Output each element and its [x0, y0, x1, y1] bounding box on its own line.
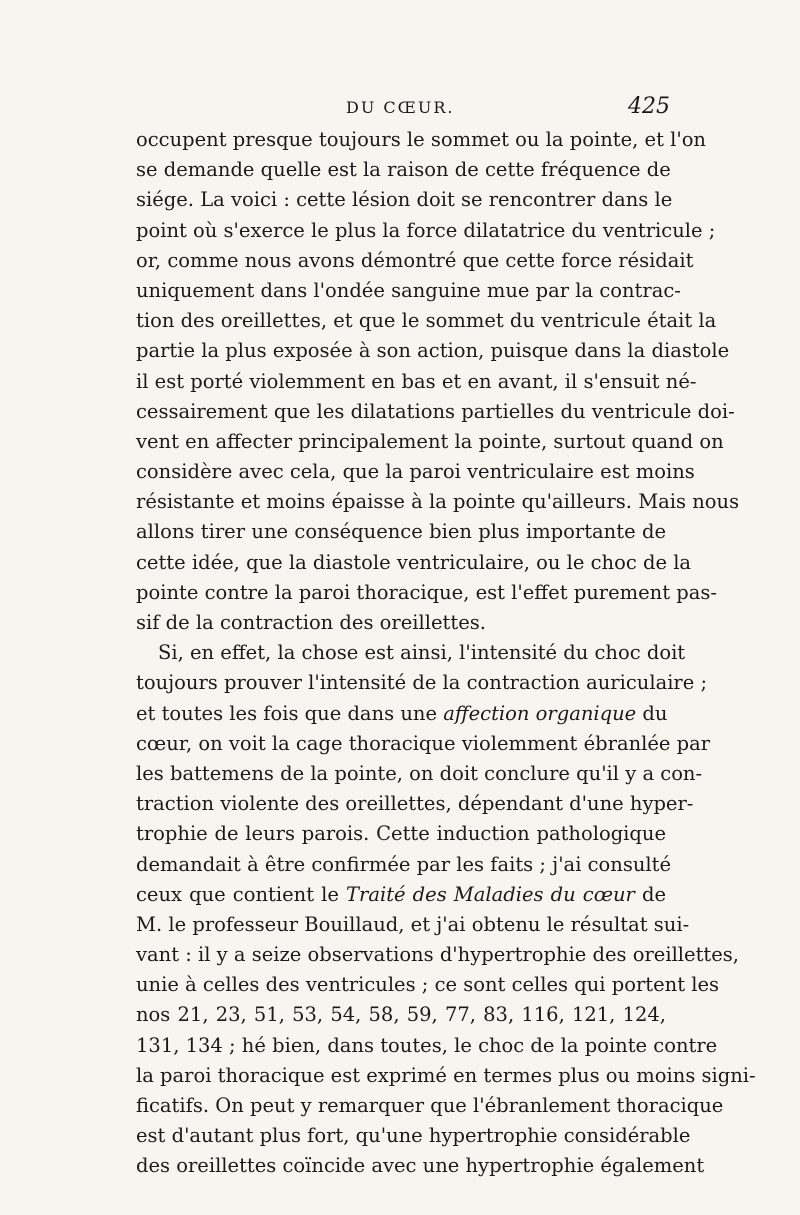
text-line: 131, 134 ; hé bien, dans toutes, le choc de la pointe contre: [136, 1033, 718, 1057]
text-line: est d'autant plus fort, qu'une hypertrophie considérable: [136, 1124, 691, 1148]
text-line: tion des oreillettes, et que le sommet du ventricule était la: [136, 309, 717, 333]
text-line: des oreillettes coïncide avec une hypertrophie également: [136, 1154, 705, 1178]
text-line: se demande quelle est la raison de cette fréquence de: [136, 158, 671, 182]
text-line: ficatifs. On peut y remarquer que l'ébranlement thoracique: [136, 1094, 724, 1117]
text-line: point où s'exerce le plus la force dilatatrice du ventricule ;: [136, 218, 716, 242]
text-line: cette idée, que la diastole ventriculaire, ou le choc de la: [136, 550, 692, 574]
text-line: la paroi thoracique est exprimé en termes plus ou moins signi-: [136, 1063, 756, 1087]
text-line: vant : il y a seize observations d'hypertrophie des oreillettes,: [136, 943, 739, 967]
text-line: ceux que contient le Traité des Maladies du cœur de: [136, 882, 666, 906]
text-line: uniquement dans l'ondée sanguine mue par la contrac-: [136, 278, 681, 302]
text-line: traction violente des oreillettes, dépendant d'une hyper-: [136, 792, 694, 816]
text-line: unie à celles des ventricules ; ce sont celles qui portent les: [136, 973, 720, 997]
page-number: 425: [628, 94, 670, 119]
italic-text: Traité des Maladies du cœur: [346, 882, 635, 906]
text-line: demandait à être confirmée par les faits ; j'ai consulté: [136, 852, 672, 876]
text-line: vent en affecter principalement la pointe, surtout quand on: [136, 429, 724, 453]
text-line: toujours prouver l'intensité de la contraction auriculaire ;: [136, 671, 708, 695]
text-line: cœur, on voit la cage thoracique violemment ébranlée par: [136, 731, 711, 755]
text-line: considère avec cela, que la paroi ventriculaire est moins: [136, 460, 695, 484]
text-line: pointe contre la paroi thoracique, est l'effet purement pas-: [136, 580, 717, 604]
text-line: or, comme nous avons démontré que cette force résidait: [136, 248, 694, 272]
body-text: [136, 125, 756, 1182]
text-line: siége. La voici : cette lésion doit se rencontrer dans le: [136, 188, 673, 212]
text-line: allons tirer une conséquence bien plus importante de: [136, 520, 666, 544]
text-line: résistante et moins épaisse à la pointe qu'ailleurs. Mais nous: [136, 490, 740, 514]
italic-text: affection organique: [443, 701, 637, 725]
text-line: il est porté violemment en bas et en avant, il s'ensuit né-: [136, 369, 697, 393]
text-line: partie la plus exposée à son action, puisque dans la diastole: [136, 339, 730, 363]
text-line: trophie de leurs parois. Cette induction pathologique: [136, 822, 666, 846]
text-line: sif de la contraction des oreillettes.: [136, 611, 486, 634]
text-line: et toutes les fois que dans une affection organique du: [136, 701, 668, 725]
text-line: Si, en effet, la chose est ainsi, l'intensité du choc doit: [158, 641, 686, 665]
text-line: nos 21, 23, 51, 53, 54, 58, 59, 77, 83, 116, 121, 124,: [136, 1003, 666, 1027]
text-line: occupent presque toujours le sommet ou la pointe, et l'on: [136, 128, 706, 151]
text-line: les battemens de la pointe, on doit conclure qu'il y a con-: [136, 761, 703, 785]
text-line: cessairement que les dilatations partielles du ventricule doi-: [136, 399, 735, 423]
running-head: DU CŒUR.: [346, 98, 455, 117]
text-line: M. le professeur Bouillaud, et j'ai obtenu le résultat sui-: [136, 912, 690, 936]
